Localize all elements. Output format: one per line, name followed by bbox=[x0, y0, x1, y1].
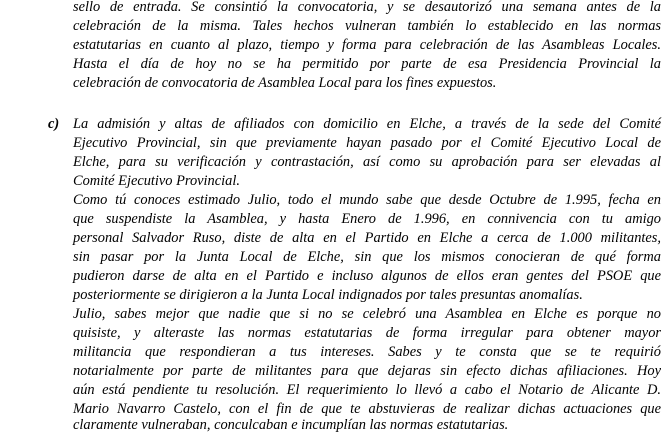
text-line: Hasta el día de hoy no se ha permitido por parte de esa Presidencia Provincial la bbox=[73, 56, 661, 72]
text-line: militancia que respondieran a tus intereses. Sabes y te consta que se te requirió bbox=[73, 344, 661, 360]
text-line: personal Salvador Ruso, diste de alta en el Partido en Elche a cerca de 1.000 militantes, bbox=[73, 230, 661, 246]
text-line: celebración de convocatoria de Asamblea Local para los fines expuestos. bbox=[73, 75, 497, 91]
text-line: celebración de la misma. Tales hechos vulneran también lo establecido en las normas bbox=[73, 18, 661, 34]
text-line: pudieron darse de alta en el Partido e incluso algunos de ellos eran gentes del PSOE que bbox=[73, 268, 661, 284]
text-line: Elche, para su verificación y contrastación, así como su aprobación para ser elevadas al bbox=[73, 154, 661, 170]
text-line: La admisión y altas de afiliados con domicilio en Elche, a través de la sede del Comité bbox=[73, 116, 661, 132]
text-line: Julio, sabes mejor que nadie que si no se celebró una Asamblea en Elche es porque no bbox=[73, 306, 661, 322]
text-line: Ejecutivo Provincial, sin que previamente hayan pasado por el Comité Ejecutivo Local de bbox=[73, 135, 661, 151]
text-line: claramente vulneraban, conculcaban e incumplían las normas estatutarias. bbox=[73, 417, 509, 433]
text-line: notarialmente por parte de militantes para que dejaras sin efecto dichas afiliaciones. Hoy bbox=[73, 363, 661, 379]
text-line: Comité Ejecutivo Provincial. bbox=[73, 173, 240, 189]
text-line: aún está pendiente tu resolución. El requerimiento lo llevó a cabo el Notario de Alicante D. bbox=[73, 382, 661, 398]
list-marker: c) bbox=[48, 116, 60, 132]
text-line: Mario Navarro Castelo, con el fin de que te abstuvieras de realizar dichas actuaciones que bbox=[73, 401, 661, 417]
text-line: que suspendiste la Asamblea, y hasta Enero de 1.996, en connivencia con tu amigo bbox=[73, 211, 661, 227]
text-line: sin pasar por la Junta Local de Elche, sin que los mismos conocieran de qué forma bbox=[73, 249, 661, 265]
text-line: sello de entrada. Se consintió la convocatoria, y se desautorizó una semana antes de la bbox=[73, 0, 661, 15]
text-line: estatutarias en cuanto al plazo, tiempo y forma para celebración de las Asambleas Locales. bbox=[73, 37, 661, 53]
text-line: Como tú conoces estimado Julio, todo el mundo sabe que desde Octubre de 1.995, fecha en bbox=[73, 192, 661, 208]
text-line: posteriormente se dirigieron a la Junta Local indignados por tales presuntas anomalías. bbox=[73, 287, 583, 303]
text-line: quisiste, y alteraste las normas estatutarias de forma irregular para obtener mayor bbox=[73, 325, 661, 341]
